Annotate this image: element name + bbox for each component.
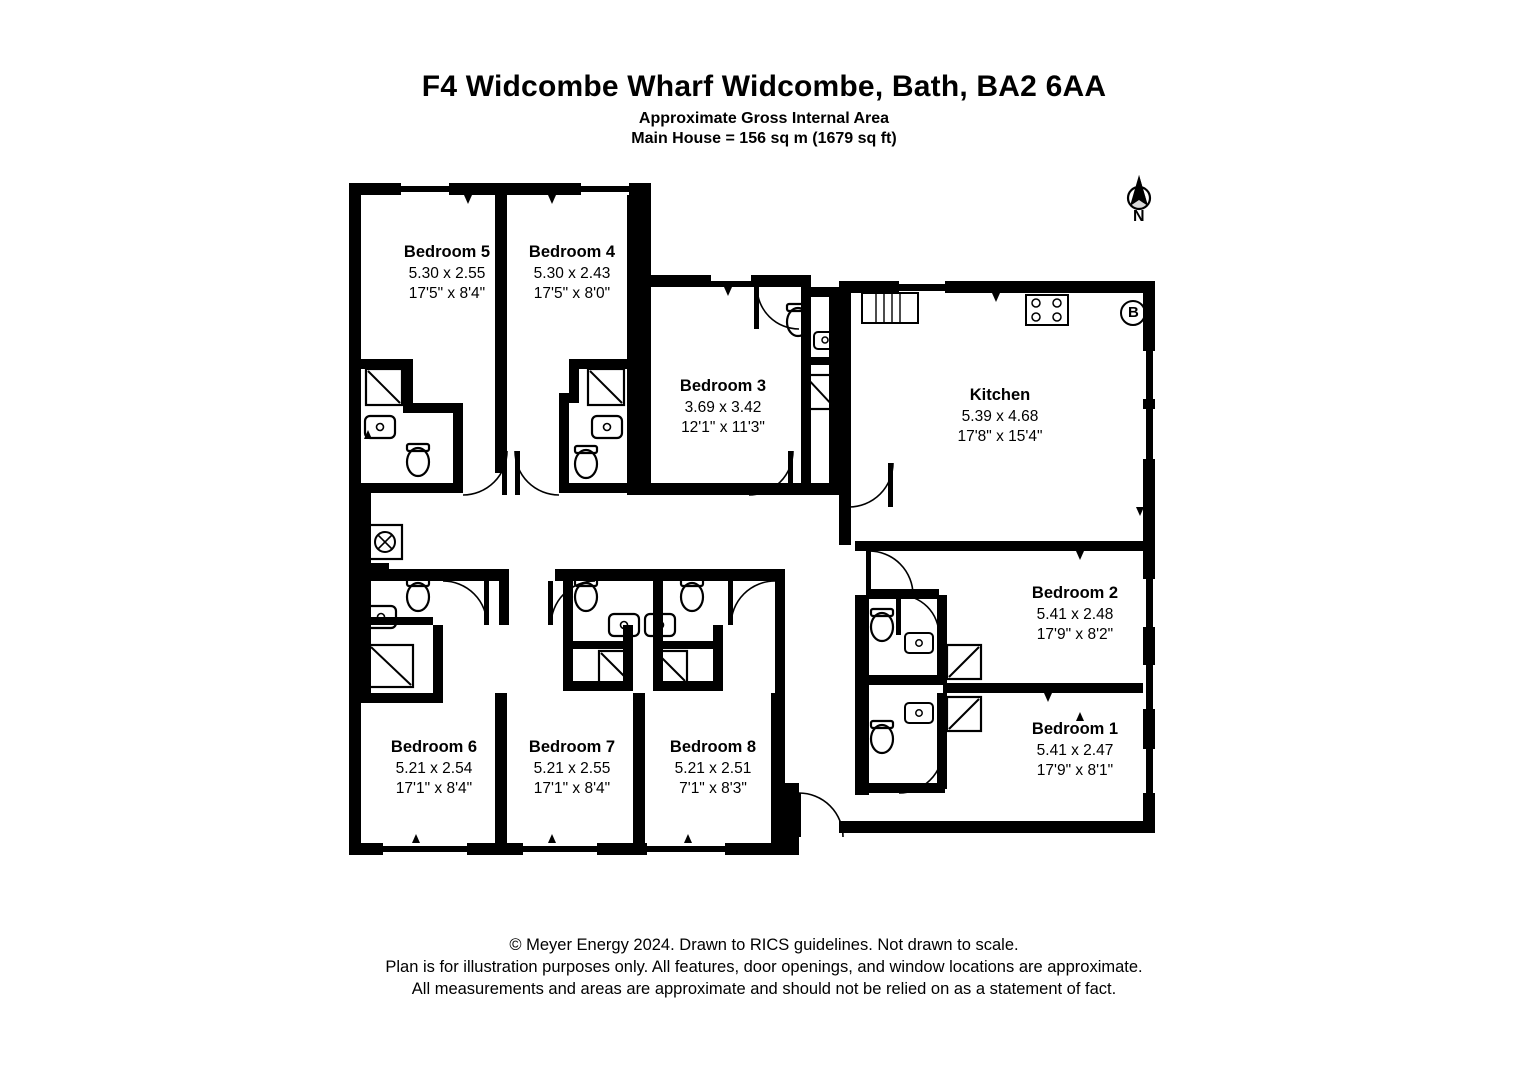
wall xyxy=(855,541,869,551)
wall xyxy=(467,843,523,855)
window xyxy=(523,846,597,852)
wall xyxy=(945,281,1155,293)
room-dim-imperial: 17'5" x 8'4" xyxy=(408,285,486,303)
direction-arrow xyxy=(1076,551,1084,560)
wall xyxy=(1143,399,1155,409)
door-swing xyxy=(899,595,939,635)
room-dim-metric: 5.41 x 2.47 xyxy=(1036,741,1114,759)
direction-arrow xyxy=(1136,507,1144,516)
direction-arrow xyxy=(1044,693,1052,702)
room-dim-metric: 5.21 x 2.54 xyxy=(395,759,473,777)
door-leaf xyxy=(728,581,733,625)
window xyxy=(1146,665,1153,709)
room-name: Bedroom 5 xyxy=(403,243,491,261)
direction-arrow xyxy=(464,195,472,204)
wall xyxy=(663,641,713,649)
disclaimer-line-1: Plan is for illustration purposes only. All features, door openings, and window locations are approximate. xyxy=(385,958,1143,976)
room-dim-imperial: 17'1" x 8'4" xyxy=(533,780,611,798)
basin xyxy=(592,416,622,438)
door-swing xyxy=(849,463,893,507)
door-leaf xyxy=(515,451,520,495)
wc xyxy=(575,583,597,611)
direction-arrow xyxy=(684,834,692,843)
window xyxy=(711,281,751,287)
direction-arrow xyxy=(992,293,1000,302)
wall xyxy=(639,183,651,205)
disclaimer-line-2: All measurements and areas are approximate and should not be relied on as a statement of fact. xyxy=(411,980,1117,998)
basin xyxy=(905,703,933,723)
wall xyxy=(361,693,443,703)
door-leaf xyxy=(896,595,901,635)
door-swing xyxy=(515,451,559,495)
door-swing xyxy=(731,581,775,625)
wall xyxy=(431,569,499,581)
room-name: Kitchen xyxy=(969,386,1031,404)
hob xyxy=(1026,295,1068,325)
wall xyxy=(633,569,653,581)
wall xyxy=(349,183,361,493)
room-name: Bedroom 7 xyxy=(528,738,616,756)
wc xyxy=(407,448,429,476)
compass-label: N xyxy=(1133,208,1145,225)
room-dim-metric: 5.21 x 2.51 xyxy=(674,759,752,777)
direction-arrow xyxy=(412,834,420,843)
wall xyxy=(855,595,869,695)
window xyxy=(401,186,449,192)
window xyxy=(581,186,629,192)
direction-arrow xyxy=(548,195,556,204)
door-swing xyxy=(757,287,799,329)
wall xyxy=(453,403,463,485)
wall xyxy=(349,843,383,855)
wall xyxy=(433,625,443,703)
window xyxy=(383,846,467,852)
door-leaf xyxy=(484,581,489,625)
wall xyxy=(829,287,839,487)
wc xyxy=(575,450,597,478)
room-name: Bedroom 1 xyxy=(1031,720,1119,738)
room-label xyxy=(900,385,1100,448)
room-name: Bedroom 3 xyxy=(679,377,767,395)
wall xyxy=(563,581,573,691)
boiler-label: B xyxy=(1128,304,1139,321)
room-dim-imperial: 17'9" x 8'1" xyxy=(1036,762,1114,780)
room-dim-imperial: 17'9" x 8'2" xyxy=(1036,626,1114,644)
room-dim-metric: 5.30 x 2.43 xyxy=(533,264,611,282)
wc xyxy=(871,725,893,753)
wall xyxy=(789,483,839,495)
room-name: Bedroom 4 xyxy=(528,243,616,261)
room-dim-metric: 5.30 x 2.55 xyxy=(408,264,486,282)
page-title: F4 Widcombe Wharf Widcombe, Bath, BA2 6AA xyxy=(421,70,1107,103)
door-leaf xyxy=(866,551,871,595)
door-leaf xyxy=(548,581,553,625)
room-label xyxy=(975,583,1175,646)
wall xyxy=(639,483,789,495)
wc xyxy=(407,583,429,611)
wall xyxy=(751,275,811,287)
wall xyxy=(573,641,623,649)
wall xyxy=(855,695,869,795)
wall xyxy=(899,675,947,685)
wall xyxy=(499,569,509,625)
door-leaf xyxy=(888,463,893,507)
wall xyxy=(869,541,1143,551)
door-leaf xyxy=(502,451,507,495)
wall xyxy=(349,575,361,855)
wc xyxy=(681,583,703,611)
room-dim-imperial: 12'1" x 11'3" xyxy=(681,419,765,437)
wc xyxy=(871,613,893,641)
door-leaf xyxy=(754,287,759,329)
window xyxy=(1146,351,1153,399)
wall xyxy=(943,683,1143,693)
wall xyxy=(361,483,463,493)
room-dim-imperial: 17'5" x 8'0" xyxy=(533,285,611,303)
room-dim-metric: 5.41 x 2.48 xyxy=(1036,605,1114,623)
room-label xyxy=(472,242,672,305)
door-leaf xyxy=(788,451,793,495)
room-dim-metric: 5.39 x 4.68 xyxy=(961,407,1039,425)
wall xyxy=(559,393,569,485)
door-leaf xyxy=(938,749,943,793)
window xyxy=(647,846,725,852)
wall xyxy=(869,589,939,599)
wall xyxy=(597,843,647,855)
room-label xyxy=(613,737,813,800)
wall xyxy=(559,483,629,493)
wall xyxy=(713,625,723,691)
wall xyxy=(725,843,785,855)
direction-arrow xyxy=(724,287,732,296)
room-dim-metric: 3.69 x 3.42 xyxy=(684,398,762,416)
room-dim-imperial: 17'1" x 8'4" xyxy=(395,780,473,798)
wall xyxy=(839,821,1155,833)
area-total: Main House = 156 sq m (1679 sq ft) xyxy=(631,130,897,147)
room-name: Bedroom 6 xyxy=(390,738,478,756)
room-name: Bedroom 8 xyxy=(669,738,757,756)
wall xyxy=(1143,459,1155,579)
room-label xyxy=(623,376,823,439)
wall xyxy=(937,595,947,683)
window xyxy=(899,284,945,291)
direction-arrow xyxy=(548,834,556,843)
room-dim-metric: 5.21 x 2.55 xyxy=(533,759,611,777)
wall xyxy=(449,183,581,195)
wall xyxy=(495,183,507,473)
door-swing xyxy=(869,551,913,595)
area-subtitle: Approximate Gross Internal Area xyxy=(638,110,890,127)
window xyxy=(1146,409,1153,459)
room-label xyxy=(975,719,1175,782)
wall xyxy=(653,569,783,581)
sink xyxy=(862,293,918,323)
room-dim-imperial: 7'1" x 8'3" xyxy=(679,780,747,798)
wall xyxy=(869,783,945,793)
wall xyxy=(839,281,899,293)
door-swing xyxy=(443,581,487,625)
copyright-line: © Meyer Energy 2024. Drawn to RICS guidelines. Not drawn to scale. xyxy=(509,936,1019,954)
compass-icon xyxy=(1128,175,1150,209)
room-dim-imperial: 17'8" x 15'4" xyxy=(957,428,1043,446)
wall xyxy=(627,195,639,495)
window xyxy=(629,205,651,213)
wall xyxy=(349,493,371,505)
room-name: Bedroom 2 xyxy=(1031,584,1119,602)
basin xyxy=(905,633,933,653)
